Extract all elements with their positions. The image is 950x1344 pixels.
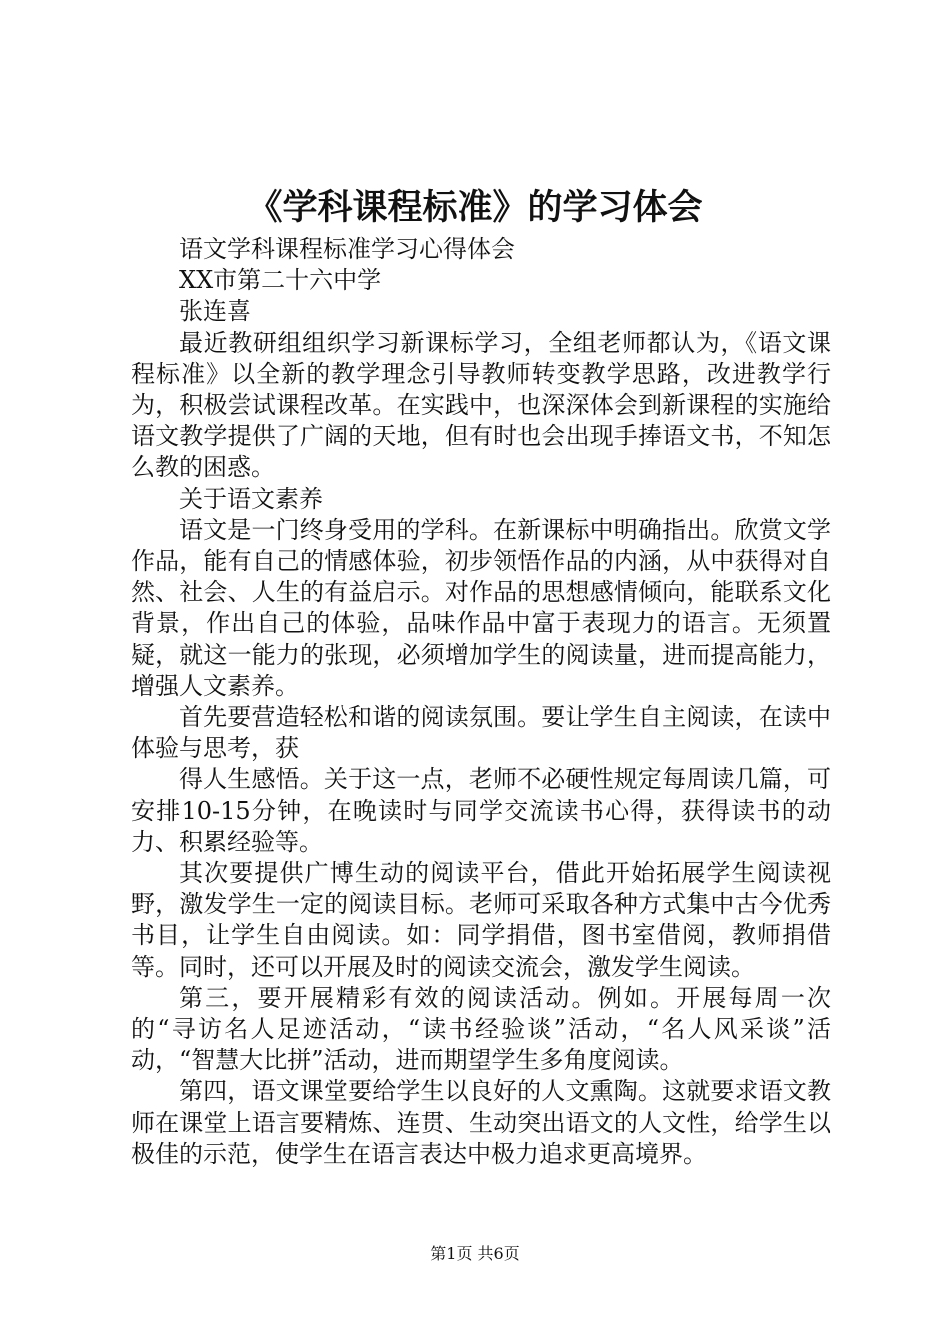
paragraph-third: 第三，要开展精彩有效的阅读活动。例如。开展每周一次的“寻访名人足迹活动，“读书经验谈”活动，“名人风采谈”活动，“智慧大比拼”活动，进而期望学生多角度阅读。 bbox=[131, 983, 831, 1075]
paragraph-school: XX市第二十六中学 bbox=[179, 266, 382, 295]
paragraph-section-heading: 关于语文素养 bbox=[179, 484, 323, 513]
paragraph-author: 张连喜 bbox=[179, 297, 251, 326]
page-number-footer: 第1页 共6页 bbox=[430, 1244, 520, 1263]
paragraph-second: 其次要提供广博生动的阅读平台，借此开始拓展学生阅读视野，激发学生一定的阅读目标。老师可采取各种方式集中古今优秀书目，让学生自由阅读。如：同学捐借，图书室借阅，教师捐借等。同时，还可以开展及时的阅读交流会，激发学生阅读。 bbox=[131, 859, 831, 981]
paragraph-intro: 最近教研组组织学习新课标学习，全组老师都认为，《语文课程标准》以全新的教学理念引导教师转变教学思路，改进教学行为，积极尝试课程改革。在实践中，也深深体会到新课程的实施给语文教学提供了广阔的天地，但有时也会出现手捧语文书，不知怎么教的困惑。 bbox=[131, 328, 831, 482]
paragraph-subtitle: 语文学科课程标准学习心得体会 bbox=[179, 235, 515, 263]
paragraph-literacy: 语文是一门终身受用的学科。在新课标中明确指出。欣赏文学作品，能有自己的情感体验，初步领悟作品的内涵，从中获得对自然、社会、人生的有益启示。对作品的思想感情倾向，能联系文化背景，作出自己的体验，品味作品中富于表现力的语言。无须置疑，就这一能力的张现，必须增加学生的阅读量，进而提高能力，增强人文素养。 bbox=[131, 515, 831, 700]
paragraph-fourth: 第四，语文课堂要给学生以良好的人文熏陶。这就要求语文教师在课堂上语言要精炼、连贯、生动突出语文的人文性，给学生以极佳的示范，使学生在语言表达中极力追求更高境界。 bbox=[131, 1077, 831, 1168]
paragraph-first: 首先要营造轻松和谐的阅读氛围。要让学生自主阅读，在读中体验与思考，获 bbox=[131, 703, 831, 763]
document-body bbox=[131, 234, 831, 1170]
document-title: 《学科课程标准》的学习体会 bbox=[247, 187, 703, 228]
paragraph-first-continued: 得人生感悟。关于这一点，老师不必硬性规定每周读几篇，可安排10-15分钟，在晚读时与同学交流读书心得，获得读书的动力、积累经验等。 bbox=[131, 765, 831, 856]
